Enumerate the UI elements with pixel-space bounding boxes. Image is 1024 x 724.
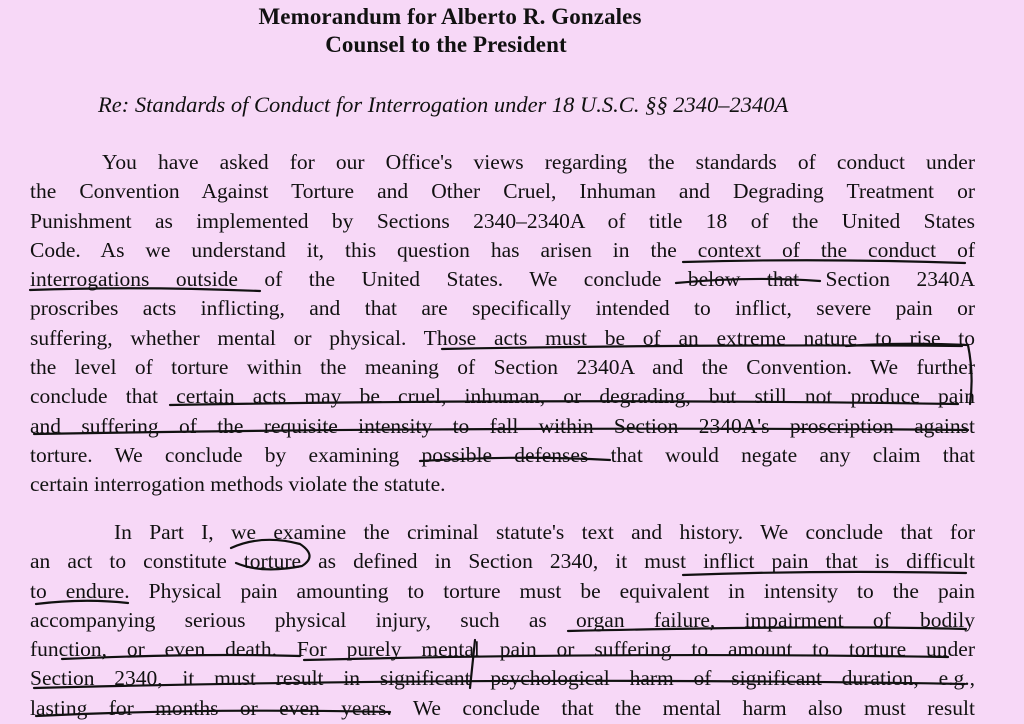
paragraph-1-line: suffering, whether mental or physical. Those acts must be of an extreme nature to rise to — [30, 325, 975, 350]
paragraph-1-line: the level of torture within the meaning of Section 2340A and the Convention. We further — [30, 355, 975, 380]
paragraph-2-line: Section 2340, it must result in significant psychological harm of significant duration, e.g., — [30, 666, 975, 691]
paragraph-1-line: torture. We conclude by examining possible defenses that would negate any claim that — [30, 442, 975, 467]
paragraph-1-line: the Convention Against Torture and Other Cruel, Inhuman and Degrading Treatment or — [30, 179, 975, 204]
paragraph-1-line: conclude that certain acts may be cruel, inhuman, or degrading, but still not produce pain — [30, 384, 975, 409]
paragraph-2 — [30, 518, 975, 723]
paragraph-2-line: function, or even death. For purely mental pain or suffering to amount to torture under — [30, 637, 975, 662]
paragraph-1-line: You have asked for our Office's views regarding the standards of conduct under — [102, 150, 975, 174]
paragraph-2-line: an act to constitute torture as defined in Section 2340, it must inflict pain that is difficult — [30, 549, 975, 574]
paragraph-1-line: certain interrogation methods violate the statute. — [30, 472, 446, 497]
paragraph-1-line: proscribes acts inflicting, and that are specifically intended to inflict, severe pain or — [30, 296, 975, 321]
paragraph-1-line: interrogations outside of the United States. We conclude below that Section 2340A — [30, 267, 975, 292]
paragraph-1-line: Punishment as implemented by Sections 2340–2340A of title 18 of the United States — [30, 208, 975, 233]
paragraph-2-line: In Part I, we examine the criminal statute's text and history. We conclude that for — [114, 520, 975, 544]
paragraph-1-line: and suffering of the requisite intensity to fall within Section 2340A's proscription against — [30, 413, 975, 438]
paragraph-1-line: Code. As we understand it, this question has arisen in the context of the conduct of — [30, 237, 975, 262]
paragraph-1 — [30, 148, 975, 500]
memo-heading-line2: Counsel to the President — [325, 32, 567, 57]
memo-heading-line1: Memorandum for Alberto R. Gonzales — [258, 4, 642, 29]
memo-subject-line: Re: Standards of Conduct for Interrogation under 18 U.S.C. §§ 2340–2340A — [98, 92, 789, 117]
paragraph-2-line: accompanying serious physical injury, such as organ failure, impairment of bodily — [30, 607, 975, 632]
paragraph-2-line: lasting for months or even years. We conclude that the mental harm also must result — [30, 695, 975, 720]
paragraph-2-line: to endure. Physical pain amounting to torture must be equivalent in intensity to the pain — [30, 578, 975, 603]
